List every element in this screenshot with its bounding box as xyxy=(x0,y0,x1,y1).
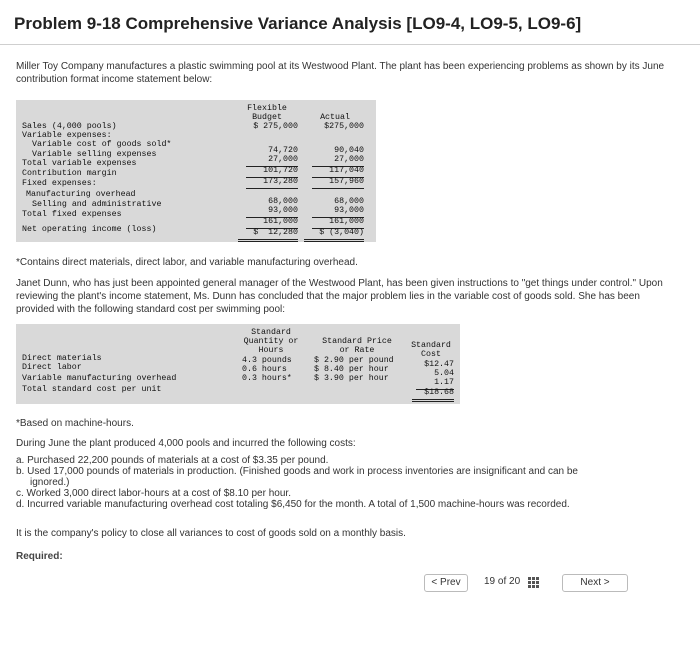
income-statement xyxy=(16,100,376,242)
std-qty-direct-materials: 4.3 pounds xyxy=(242,356,292,365)
cost-header-2: Cost xyxy=(421,350,441,359)
std-price-variable-overhead: $ 3.90 per hour xyxy=(314,374,389,383)
flex-variable-cogs: 74,720 xyxy=(268,146,298,155)
std-label-direct-labor: Direct labor xyxy=(22,363,82,372)
janet-paragraph: Janet Dunn, who has just been appointed general manager of the Westwood Plant, has been given instructions to "get things under control." Upon reviewing the plant's income statement, Ms. Dunn has concluded that the major problem lies in the variable cost of goods sold. She has been provided with the following standard cost per swimming pool: xyxy=(16,278,663,315)
flex-net-operating-income: $ 12,280 xyxy=(238,228,298,242)
flex-total-variable: 101,720 xyxy=(246,166,298,178)
std-cost-direct-labor: 5.04 xyxy=(434,369,454,378)
price-header-2: or Rate xyxy=(339,346,375,355)
prev-button[interactable]: < Prev xyxy=(424,574,468,592)
footnote-cogs: *Contains direct materials, direct labor, and variable manufacturing overhead. xyxy=(16,257,358,268)
page-indicator: 19 of 20 xyxy=(484,576,521,587)
price-header-1: Standard Price xyxy=(322,337,392,346)
item-c: c. Worked 3,000 direct labor-hours at a cost of $8.10 per hour. xyxy=(16,488,291,499)
std-cost-variable-overhead: 1.17 xyxy=(416,378,454,390)
flex-manufacturing-overhead: 68,000 xyxy=(268,197,298,206)
grid-icon[interactable] xyxy=(528,577,540,589)
intro-paragraph: Miller Toy Company manufactures a plastic swimming pool at its Westwood Plant. The plant has been experiencing problems as shown by its June contribution format income statement below: xyxy=(16,61,665,85)
next-button[interactable]: Next > xyxy=(562,574,628,592)
row-label-variable-selling: Variable selling expenses xyxy=(32,150,157,159)
item-a: a. Purchased 22,200 pounds of materials at a cost of $3.35 per pound. xyxy=(16,455,329,466)
std-price-direct-labor: $ 8.40 per hour xyxy=(314,365,389,374)
row-label-manufacturing-overhead: Manufacturing overhead xyxy=(26,190,136,199)
std-price-direct-materials: $ 2.90 per pound xyxy=(314,356,394,365)
row-label-variable-cogs: Variable cost of goods sold* xyxy=(32,140,172,149)
row-label-net-operating-income: Net operating income (loss) xyxy=(22,225,157,234)
flex-selling-admin: 93,000 xyxy=(246,206,298,218)
actual-selling-admin: 93,000 xyxy=(312,206,364,218)
flex-contribution-margin: 173,280 xyxy=(246,177,298,189)
item-d: d. Incurred variable manufacturing overhead cost totaling $6,450 for the month. A total of 1,500 machine-hours was recorded. xyxy=(16,499,570,510)
actual-header: Actual xyxy=(320,113,350,122)
std-label-total: Total standard cost per unit xyxy=(22,385,162,394)
cost-header-1: Standard xyxy=(411,341,451,350)
std-cost-direct-materials: $12.47 xyxy=(424,360,454,369)
std-label-direct-materials: Direct materials xyxy=(22,354,102,363)
actual-manufacturing-overhead: 68,000 xyxy=(334,197,364,206)
item-b: b. Used 17,000 pounds of materials in production. (Finished goods and work in process inventories are insignificant and can be xyxy=(16,466,578,477)
footnote-machine-hours: *Based on machine-hours. xyxy=(16,418,134,429)
item-b-continued: ignored.) xyxy=(30,477,70,488)
row-label-contribution-margin: Contribution margin xyxy=(22,169,117,178)
row-label-fixed-expenses: Fixed expenses: xyxy=(22,179,97,188)
std-cost-total: $18.68 xyxy=(412,388,454,402)
actual-variable-cogs: 90,040 xyxy=(334,146,364,155)
flex-sales: $ 275,000 xyxy=(253,122,298,131)
policy-text: It is the company's policy to close all variances to cost of goods sold on a monthly basis. xyxy=(16,528,406,539)
row-label-total-variable: Total variable expenses xyxy=(22,159,137,168)
flex-header-1: Flexible xyxy=(247,104,287,113)
row-label-sales: Sales (4,000 pools) xyxy=(22,122,117,131)
qty-header-3: Hours xyxy=(258,346,284,355)
std-qty-direct-labor: 0.6 hours xyxy=(242,365,287,374)
flex-variable-selling: 27,000 xyxy=(246,155,298,167)
actual-sales: $275,000 xyxy=(324,122,364,131)
required-label: Required: xyxy=(16,551,63,562)
row-label-total-fixed: Total fixed expenses xyxy=(22,210,122,219)
qty-header-2: Quantity or xyxy=(243,337,299,346)
cost-items-list xyxy=(16,455,676,510)
row-label-variable-expenses: Variable expenses: xyxy=(22,131,112,140)
actual-total-fixed: 161,000 xyxy=(312,217,364,229)
divider xyxy=(0,44,700,45)
std-label-variable-overhead: Variable manufacturing overhead xyxy=(22,374,177,383)
flex-total-fixed: 161,000 xyxy=(246,217,298,229)
page-title: Problem 9-18 Comprehensive Variance Analysis [LO9-4, LO9-5, LO9-6] xyxy=(14,14,582,33)
during-june-text: During June the plant produced 4,000 pools and incurred the following costs: xyxy=(16,438,356,449)
standard-cost-card xyxy=(16,324,460,404)
actual-contribution-margin: 157,960 xyxy=(312,177,364,189)
actual-variable-selling: 27,000 xyxy=(312,155,364,167)
row-label-selling-admin: Selling and administrative xyxy=(32,200,162,209)
actual-net-operating-income: $ (3,040) xyxy=(304,228,364,242)
flex-header-2: Budget xyxy=(252,113,282,122)
actual-total-variable: 117,040 xyxy=(312,166,364,178)
std-qty-variable-overhead: 0.3 hours* xyxy=(242,374,292,383)
qty-header-1: Standard xyxy=(251,328,291,337)
